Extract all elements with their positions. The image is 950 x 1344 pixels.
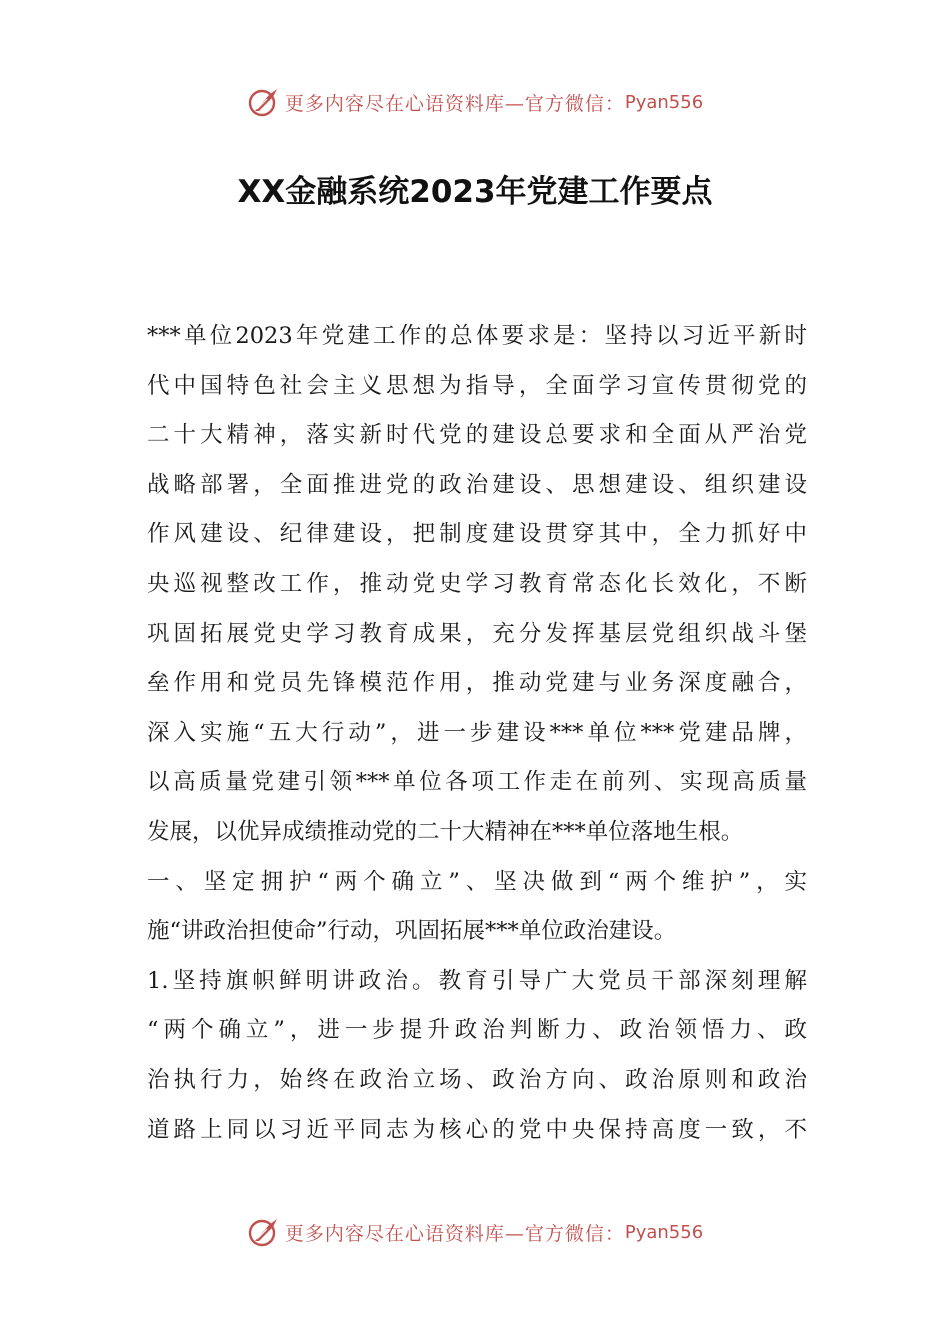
body-line: 深入实施“五大行动”，进一步建设***单位***党建品牌， [147, 719, 807, 746]
body-line: 作风建设、纪律建设，把制度建设贯穿其中，全力抓好中 [147, 521, 807, 548]
quill-pen-icon [247, 1215, 281, 1249]
body-line: 垒作用和党员先锋模范作用，推动党建与业务深度融合， [147, 670, 807, 697]
body-line: ***单位2023年党建工作的总体要求是：坚持以习近平新时 [147, 323, 807, 349]
body-line: 巩固拓展党史学习教育成果，充分发挥基层党组织战斗堡 [147, 620, 807, 647]
body-line: 二十大精神，落实新时代党的建设总要求和全面从严治党 [147, 422, 807, 449]
body-line: 战略部署，全面推进党的政治建设、思想建设、组织建设 [147, 471, 807, 498]
watermark-wechat-id: Pyan556 [624, 1221, 704, 1243]
body-line: “两个确立”，进一步提升政治判断力、政治领悟力、政 [147, 1017, 807, 1044]
body-line: 发展，以优异成绩推动党的二十大精神在***单位落地生根。 [147, 818, 744, 845]
watermark-label: 更多内容尽在心语资料库—官方微信： [284, 1222, 625, 1245]
watermark-label: 更多内容尽在心语资料库—官方微信： [284, 92, 625, 115]
body-line: 道路上同以习近平同志为核心的党中央保持高度一致，不 [147, 1116, 807, 1143]
watermark-wechat-id: Pyan556 [624, 91, 704, 113]
body-line: 代中国特色社会主义思想为指导，全面学习宣传贯彻党的 [147, 372, 807, 399]
body-line: 1.坚持旗帜鲜明讲政治。教育引导广大党员干部深刻理解 [147, 967, 807, 994]
section-heading-line: 一、坚定拥护“两个确立”、坚决做到“两个维护”，实 [147, 868, 807, 895]
section-heading-line: 施“讲政治担使命”行动，巩固拓展***单位政治建设。 [147, 918, 677, 945]
body-line: 治执行力，始终在政治立场、政治方向、政治原则和政治 [147, 1066, 807, 1093]
body-line: 央巡视整改工作，推动党史学习教育常态化长效化，不断 [147, 570, 807, 597]
document-body [147, 312, 807, 1155]
quill-pen-icon [247, 85, 281, 119]
document-title: XX金融系统2023年党建工作要点 [237, 174, 713, 210]
footer-watermark [0, 1212, 950, 1252]
body-line: 以高质量党建引领***单位各项工作走在前列、实现高质量 [147, 769, 807, 796]
header-watermark [0, 82, 950, 122]
